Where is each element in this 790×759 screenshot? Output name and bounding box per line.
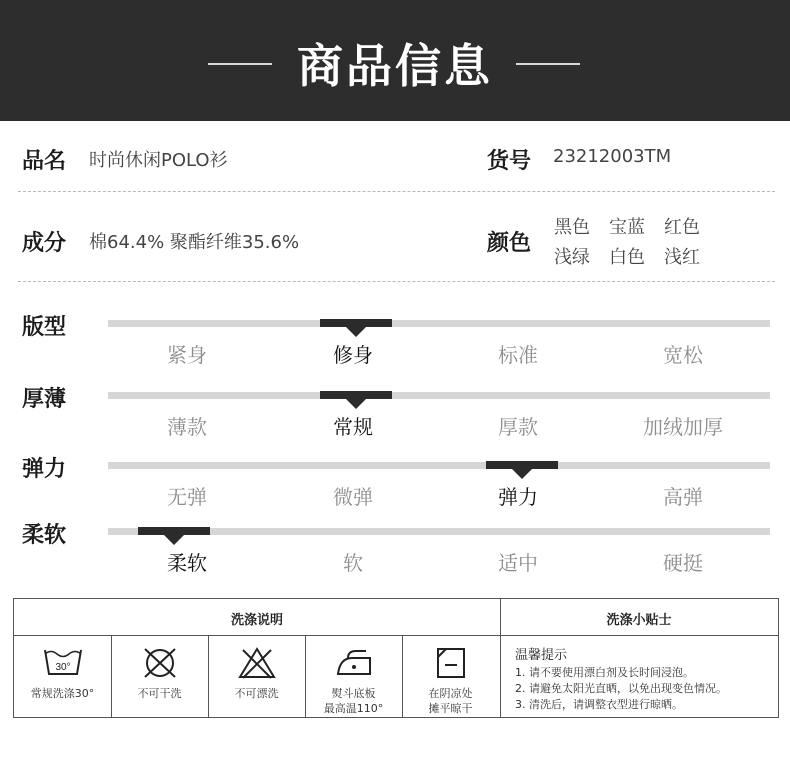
scale-track [108,392,770,399]
care-table [13,598,779,718]
scale-marker [486,461,558,469]
care-caption: 不可漂洗 [234,687,279,700]
scale-track [108,320,770,327]
scale-option: 柔软 [167,551,207,575]
divider [18,281,775,282]
name-label: 品名 [22,149,67,174]
tips-title: 温馨提示 [515,648,568,663]
color-option: 宝蓝 [609,217,645,238]
scale-option: 修身 [333,343,373,367]
color-option: 黑色 [554,217,590,238]
scale-option: 适中 [498,551,538,575]
no-bleach-icon [237,646,277,680]
scale-option: 常规 [333,415,373,439]
care-caption: 在阴凉处 摊平晾干 [428,687,473,715]
color-option: 浅绿 [554,247,590,268]
iron-110-icon [334,646,374,680]
scale-label: 厚薄 [22,387,67,412]
tip-item: 2. 请避免太阳光直晒，以免出现变色情况。 [515,682,727,695]
scale-option: 软 [343,551,363,575]
care-caption: 常规洗涤30° [30,687,95,700]
title-right-rule [516,63,580,65]
scale-label: 柔软 [22,523,67,548]
scale-option: 紧身 [167,343,207,367]
tips-header: 洗涤小贴士 [606,613,672,628]
code-label: 货号 [487,149,532,174]
care-item [14,636,111,716]
wash-30-icon [43,646,83,680]
no-dry-clean-icon [140,646,180,680]
scale-option: 宽松 [663,343,703,367]
tip-item: 1. 请不要使用漂白剂及长时间浸泡。 [515,666,694,679]
scale-option: 标准 [498,343,538,367]
care-item [402,636,499,716]
scale-track [108,462,770,469]
color-option: 红色 [664,217,700,238]
care-item [208,636,305,716]
scale-marker [138,527,210,535]
tips-list [515,665,727,713]
scale-option: 加绒加厚 [643,415,723,439]
color-option: 白色 [609,247,645,268]
scale-label: 版型 [22,315,67,340]
scale-option: 微弹 [333,485,373,509]
composition-label: 成分 [22,231,67,256]
wash-temperature: 30° [55,662,71,673]
scale-option: 无弹 [167,485,207,509]
care-header: 洗涤说明 [230,613,283,628]
scale-label: 弹力 [22,457,67,482]
tip-item: 3. 清洗后，请调整衣型进行晾晒。 [515,698,683,711]
dry-flat-shade-icon [431,646,471,680]
scale-marker [320,391,392,399]
composition-value: 棉64.4% 聚酯纤维35.6% [89,232,300,253]
color-label: 颜色 [487,231,532,256]
code-value: 23212003TM [553,146,672,167]
scale-option: 高弹 [663,485,703,509]
name-value: 时尚休闲POLO衫 [89,150,228,171]
header-banner [0,0,790,121]
care-caption: 不可干洗 [137,687,182,700]
scale-marker [320,319,392,327]
scale-option: 硬挺 [663,551,703,575]
care-caption: 熨斗底板 最高温110° [323,687,384,715]
page-title: 商品信息 [297,39,493,93]
scale-option: 弹力 [498,485,538,509]
scale-option: 薄款 [167,415,207,439]
scale-option: 厚款 [498,415,538,439]
color-option: 浅红 [664,247,700,268]
care-item [111,636,208,716]
care-item [305,636,402,716]
divider [18,191,775,192]
